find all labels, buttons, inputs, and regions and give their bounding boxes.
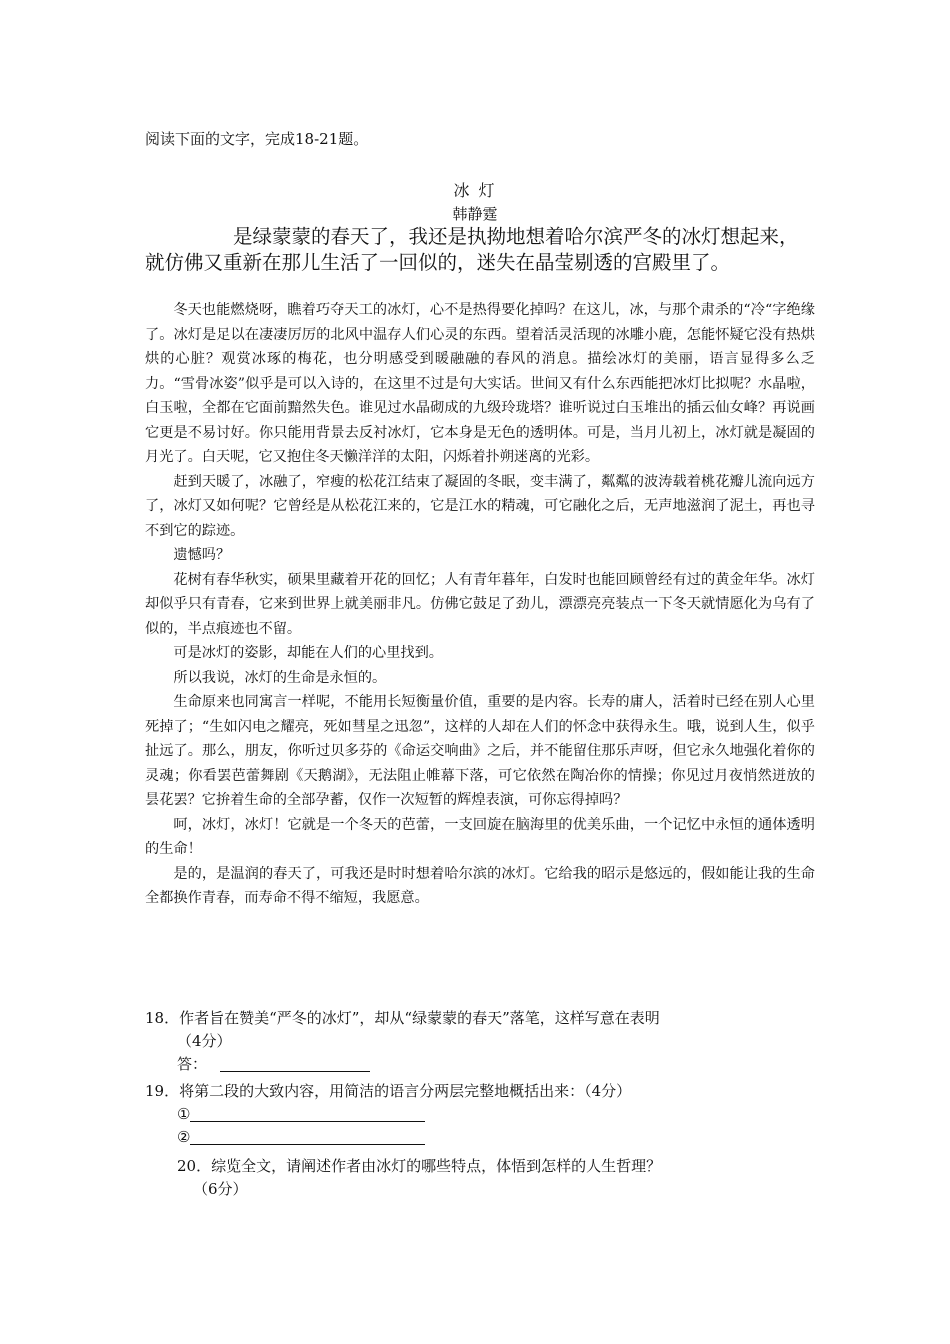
paragraph: 花树有春华秋实，硕果里藏着开花的回忆；人有青年暮年，白发时也能回顾曾经有过的黄金年华。冰灯却似乎只有青春，它来到世界上就美丽非凡。仿佛它鼓足了劲儿，漂漂亮亮装点一下冬天就情愿化为乌有了似的，半点痕迹也不留。 bbox=[145, 571, 815, 637]
answer-line-2 bbox=[145, 1126, 815, 1149]
question-19 bbox=[145, 1080, 815, 1149]
paragraph: 可是冰灯的姿影，却能在人们的心里找到。 bbox=[173, 645, 443, 661]
lead-paragraph bbox=[145, 224, 815, 276]
lead-text: 是绿蒙蒙的春天了，我还是执拗地想着哈尔滨严冬的冰灯想起来，就仿佛又重新在那儿生活了一回似的，迷失在晶莹剔透的宫殿里了。 bbox=[145, 225, 799, 274]
paragraph: 遗憾吗？ bbox=[173, 547, 231, 563]
paragraph: 冬天也能燃烧呀，瞧着巧夺天工的冰灯，心不是热得要化掉吗？在这儿，冰，与那个肃杀的“冷“字绝缘了。冰灯是足以在凄凄厉厉的北风中温存人们心灵的东西。望着活灵活现的冰雕小鹿，怎能怀疑它没有热烘烘的心脏？观赏冰琢的梅花，也分明感受到暖融融的春风的消息。描绘冰灯的美丽，语言显得多么乏力。“雪骨冰姿”似乎是可以入诗的，在这里不过是句大实话。世间又有什么东西能把冰灯比拟呢？水晶啦，白玉啦，全都在它面前黯然失色。谁见过水晶砌成的九级玲珑塔？谁听说过白玉堆出的插云仙女峰？再说画它更是不易讨好。你只能用背景去反衬冰灯，它本身是无色的透明体。可是，当月儿初上，冰灯就是凝固的月光了。白天呢，它又抱住冬天懒洋洋的太阳，闪烁着扑朔迷离的光彩。 bbox=[145, 302, 815, 465]
reading-instruction: 阅读下面的文字，完成18-21题。 bbox=[145, 130, 369, 148]
question-20 bbox=[145, 1155, 815, 1201]
answer-blank[interactable] bbox=[220, 1056, 370, 1072]
paragraph: 呵，冰灯，冰灯！它就是一个冬天的芭蕾，一支回旋在脑海里的优美乐曲，一个记忆中永恒的通体透明的生命！ bbox=[145, 816, 815, 857]
answer-line-1 bbox=[145, 1103, 815, 1126]
question-18 bbox=[145, 1007, 815, 1076]
answer-mark-2: ② bbox=[177, 1128, 191, 1146]
article-title: 冰 灯 bbox=[453, 181, 497, 200]
answer-blank-2[interactable] bbox=[190, 1129, 425, 1145]
question-18-text: 18．作者旨在赞美“严冬的冰灯”，却从“绿蒙蒙的春天”落笔，这样写意在表明 bbox=[145, 1009, 660, 1027]
answer-label: 答： bbox=[177, 1055, 208, 1073]
paragraph: 生命原来也同寓言一样呢，不能用长短衡量价值，重要的是内容。长寿的庸人，活着时已经在别人心里死掉了；“生如闪电之耀亮，死如彗星之迅忽”，这样的人却在人们的怀念中获得永生。哦，说到人生，似乎扯远了。那么，朋友，你听过贝多芬的《命运交响曲》之后，并不能留住那乐声呀，但它永久地强化着你的灵魂；你看罢芭蕾舞剧《天鹅湖》，无法阻止帷幕下落，可它依然在陶冶你的情操；你见过月夜悄然迸放的昙花罢？它拚着生命的全部孕蓄，仅作一次短暂的辉煌表演，可你忘得掉吗？ bbox=[145, 694, 815, 808]
answer-blank-1[interactable] bbox=[190, 1106, 425, 1122]
question-18-score: （4分） bbox=[177, 1032, 232, 1050]
article-author: 韩静霆 bbox=[452, 205, 498, 223]
answer-mark-1: ① bbox=[177, 1105, 191, 1123]
paragraph: 赶到天暖了，冰融了，窄瘦的松花江结束了凝固的冬眠，变丰满了，粼粼的波涛载着桃花瓣儿流向远方了，冰灯又如何呢？它曾经是从松花江来的，它是江水的精魂，可它融化之后，无声地滋润了泥土，再也寻不到它的踪迹。 bbox=[145, 473, 815, 539]
paragraph: 是的，是温润的春天了，可我还是时时想着哈尔滨的冰灯。它给我的昭示是悠远的，假如能让我的生命全都换作青春，而寿命不得不缩短，我愿意。 bbox=[145, 865, 815, 906]
question-20-score: （6分） bbox=[193, 1180, 248, 1198]
question-18-answer bbox=[145, 1053, 815, 1076]
article-body bbox=[145, 298, 815, 911]
paragraph: 所以我说，冰灯的生命是永恒的。 bbox=[173, 669, 387, 686]
question-19-text: 19．将第二段的大致内容，用简洁的语言分两层完整地概括出来：（4分） bbox=[145, 1082, 632, 1100]
question-20-text: 20．综览全文，请阐述作者由冰灯的哪些特点，体悟到怎样的人生哲理？ bbox=[177, 1157, 662, 1175]
